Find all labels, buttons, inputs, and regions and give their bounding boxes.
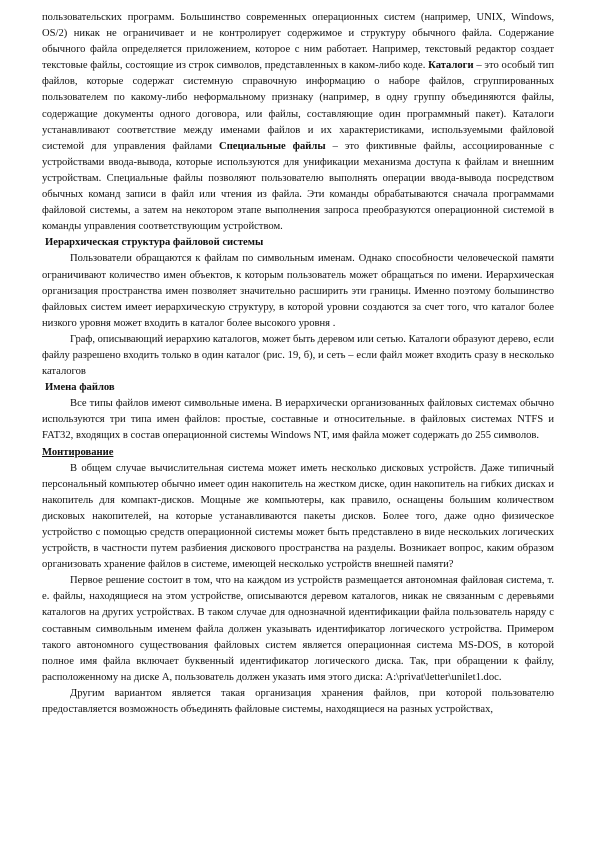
paragraph-text: – это особый тип файлов, которые содержат системную справочную информацию о наборе файлов, сгруппированных пользователем по какому-либо неформальному признаку (например, в одну группу объединяются файлы, содержащие документы одного договора, или файлы, составляющие один программный пакет). Каталоги устанавливают соответствие между именами файлов и их характеристиками, используемыми файловой системой для управления файлами [42, 60, 554, 152]
paragraph-second-solution: Другим вариантом является такая организация хранения файлов, при которой пользователю предоставляется возможность объединять файловые системы, находящиеся на разных устройствах, [42, 687, 554, 716]
section-heading-mounting: Монтирование [42, 446, 114, 458]
paragraph-file-names: Все типы файлов имеют символьные имена. В иерархически организованных файловых системах обычно используются три типа имен файлов: простые, составные и относительные. в файловых системах NTFS и FAT32, входящих в состав операционной системы Windows NT, имя файла может содержать до 255 символов. [42, 398, 554, 442]
paragraph-graph: Граф, описывающий иерархию каталогов, может быть деревом или сетью. Каталоги образуют дерево, если файлу разрешено входить только в один каталог (рис. 19, б), и сеть – если файл может входить сразу в несколько каталогов [42, 333, 554, 378]
paragraph-text: пользовательских программ. Большинство современных операционных систем (например, UNIX, Windows, OS/2) никак не ограничивает и не контролирует содержимое и структуру обычного файла. Содержание обычного файла определяется приложением, которое с ним работает. Например, текстовый редактор создает текстовые файлы, состоящие из строк символов, представленных в каком-либо коде. [42, 12, 554, 72]
section-heading-hierarchy: Иерархическая структура файловой системы [45, 237, 264, 249]
term-special-files: Специальные файлы [219, 140, 326, 152]
term-directories: Каталоги [428, 60, 474, 72]
section-heading-file-names: Имена файлов [45, 382, 115, 394]
document-page [42, 10, 554, 718]
paragraph-text: – это фиктивные файлы, ассоциированные с устройствами ввода-вывода, которые используются для унификации механизма доступа к файлам и внешним устройствам. Специальные файлы позволяют пользователю выполнять операции ввода-вывода посредством обычных команд записи в файл или чтения из файла. Эти команды обрабатываются сначала программами файловой системы, а затем на некотором этапе выполнения запроса преобразуются операционной системой в команды управления соответствующим устройством. [42, 140, 554, 233]
paragraph-first-solution: Первое решение состоит в том, что на каждом из устройств размещается автономная файловая система, т. е. файлы, находящиеся на этом устройстве, описываются деревом каталогов, никак не связанным с деревьями каталогов на других устройствах. В таком случае для однозначной идентификации файла пользователь наряду с составным символьным именем файла должен указывать идентификатор логического устройства. Примером такого автономного существования файловых систем является операционная система MS-DOS, в которой полное имя файла включает буквенный идентификатор логического диска. Так, при обращении к файлу, расположенному на диске А, пользователь должен указать имя этого диска: A:\privat\letter\unilet1.doc. [42, 575, 554, 683]
paragraph-file-types [42, 10, 554, 235]
paragraph-mounting-intro: В общем случае вычислительная система может иметь несколько дисковых устройств. Даже типичный персональный компьютер обычно имеет один накопитель на жестком диске, один накопитель на гибких дисках и накопитель для компакт-дисков. Мощные же компьютеры, как правило, оснащены большим количеством дисковых накопителей, на которые устанавливаются пакеты дисков. Более того, даже одно физическое устройство с помощью средств операционной системы может быть представлено в виде нескольких логических устройств, в частности путем разбиения дискового пространства на разделы. Возникает вопрос, каким образом организовать хранение файлов в системе, имеющей несколько устройств внешней памяти? [42, 462, 554, 571]
paragraph-hierarchy: Пользователи обращаются к файлам по символьным именам. Однако способности человеческой памяти ограничивают количество имен объектов, к которым пользователь может обращаться по имени. Иерархическая организация пространства имен позволяет значительно расширить эти границы. Именно поэтому большинство файловых систем имеет иерархическую структуру, в которой уровни создаются за счет того, что каталог более низкого уровня может входить в каталог более высокого уровня . [42, 253, 554, 329]
